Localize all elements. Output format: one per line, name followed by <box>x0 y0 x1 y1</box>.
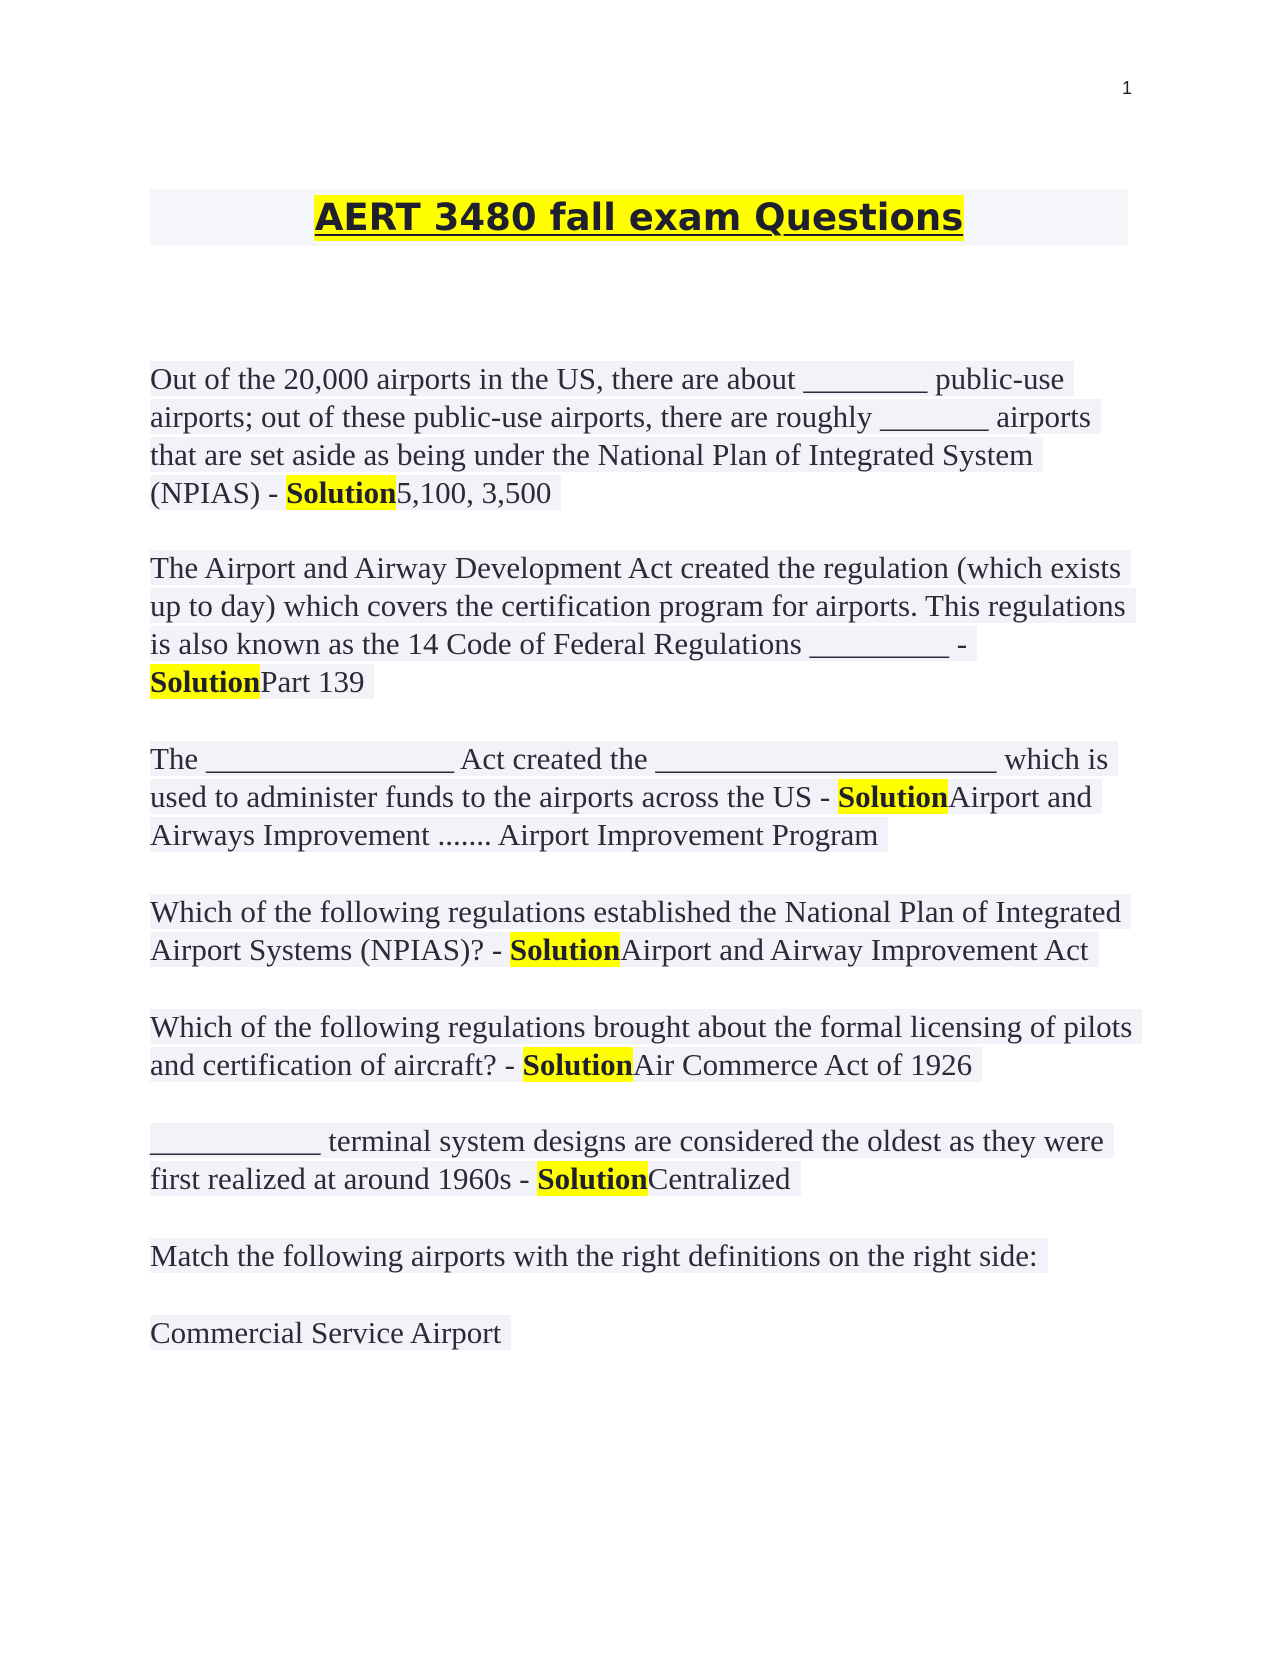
solution-label: Solution <box>509 932 621 967</box>
solution-label: Solution <box>537 1161 648 1196</box>
document-body <box>150 360 1135 1391</box>
question-6-answer: Centralized <box>647 1161 791 1196</box>
title-band <box>150 189 1128 246</box>
solution-label: Solution <box>150 664 261 699</box>
question-3 <box>150 740 1135 854</box>
question-text <box>150 550 1136 699</box>
match-item <box>150 1314 1135 1352</box>
question-5-text: Which of the following regulations brought about the formal licensing of pilots and certification of aircraft? - <box>150 1009 1133 1082</box>
question-4-text: Which of the following regulations established the National Plan of Integrated Airport Systems (NPIAS)? - <box>150 894 1122 967</box>
question-5-answer: Air Commerce Act of 1926 <box>632 1047 973 1082</box>
solution-label: Solution <box>837 779 949 814</box>
match-item-text: Commercial Service Airport <box>150 1315 511 1350</box>
question-1-text: Out of the 20,000 airports in the US, there are about ________ public-use airports; out of these public-use airports, there are roughly _______ airports that are set aside as being under the National Plan of Integrated System (NPIAS) - <box>150 361 1091 510</box>
question-6 <box>150 1122 1135 1198</box>
match-prompt-text: Match the following airports with the right definitions on the right side: <box>150 1238 1048 1273</box>
question-4 <box>150 893 1135 969</box>
question-1-answer: 5,100, 3,500 <box>396 475 552 510</box>
question-1 <box>150 360 1135 512</box>
question-text <box>150 1123 1114 1196</box>
question-text <box>150 894 1131 967</box>
question-text <box>150 1009 1142 1082</box>
page-number: 1 <box>1121 78 1132 98</box>
question-4-answer: Airport and Airway Improvement Act <box>620 932 1089 967</box>
question-2-answer: Part 139 <box>260 664 365 699</box>
question-3-answer: Airport and Airways Improvement ....... Airport Improvement Program <box>150 779 1092 852</box>
question-text <box>150 741 1118 852</box>
question-6-text: ___________ terminal system designs are considered the oldest as they were first realized at around 1960s - <box>150 1123 1104 1196</box>
solution-label: Solution <box>286 475 397 510</box>
question-2 <box>150 549 1135 701</box>
match-prompt <box>150 1237 1135 1275</box>
solution-label: Solution <box>522 1047 633 1082</box>
question-3-text: The ________________ Act created the ______________________ which is used to administer funds to the airports across the US - <box>150 741 1109 814</box>
question-2-text: The Airport and Airway Development Act created the regulation (which exists up to day) which covers the certification program for airports. This regulations is also known as the 14 Code of Federal Regulations _________ - <box>150 550 1126 661</box>
question-text <box>150 361 1101 510</box>
question-5 <box>150 1008 1135 1084</box>
document-title: AERT 3480 fall exam Questions <box>314 196 964 239</box>
